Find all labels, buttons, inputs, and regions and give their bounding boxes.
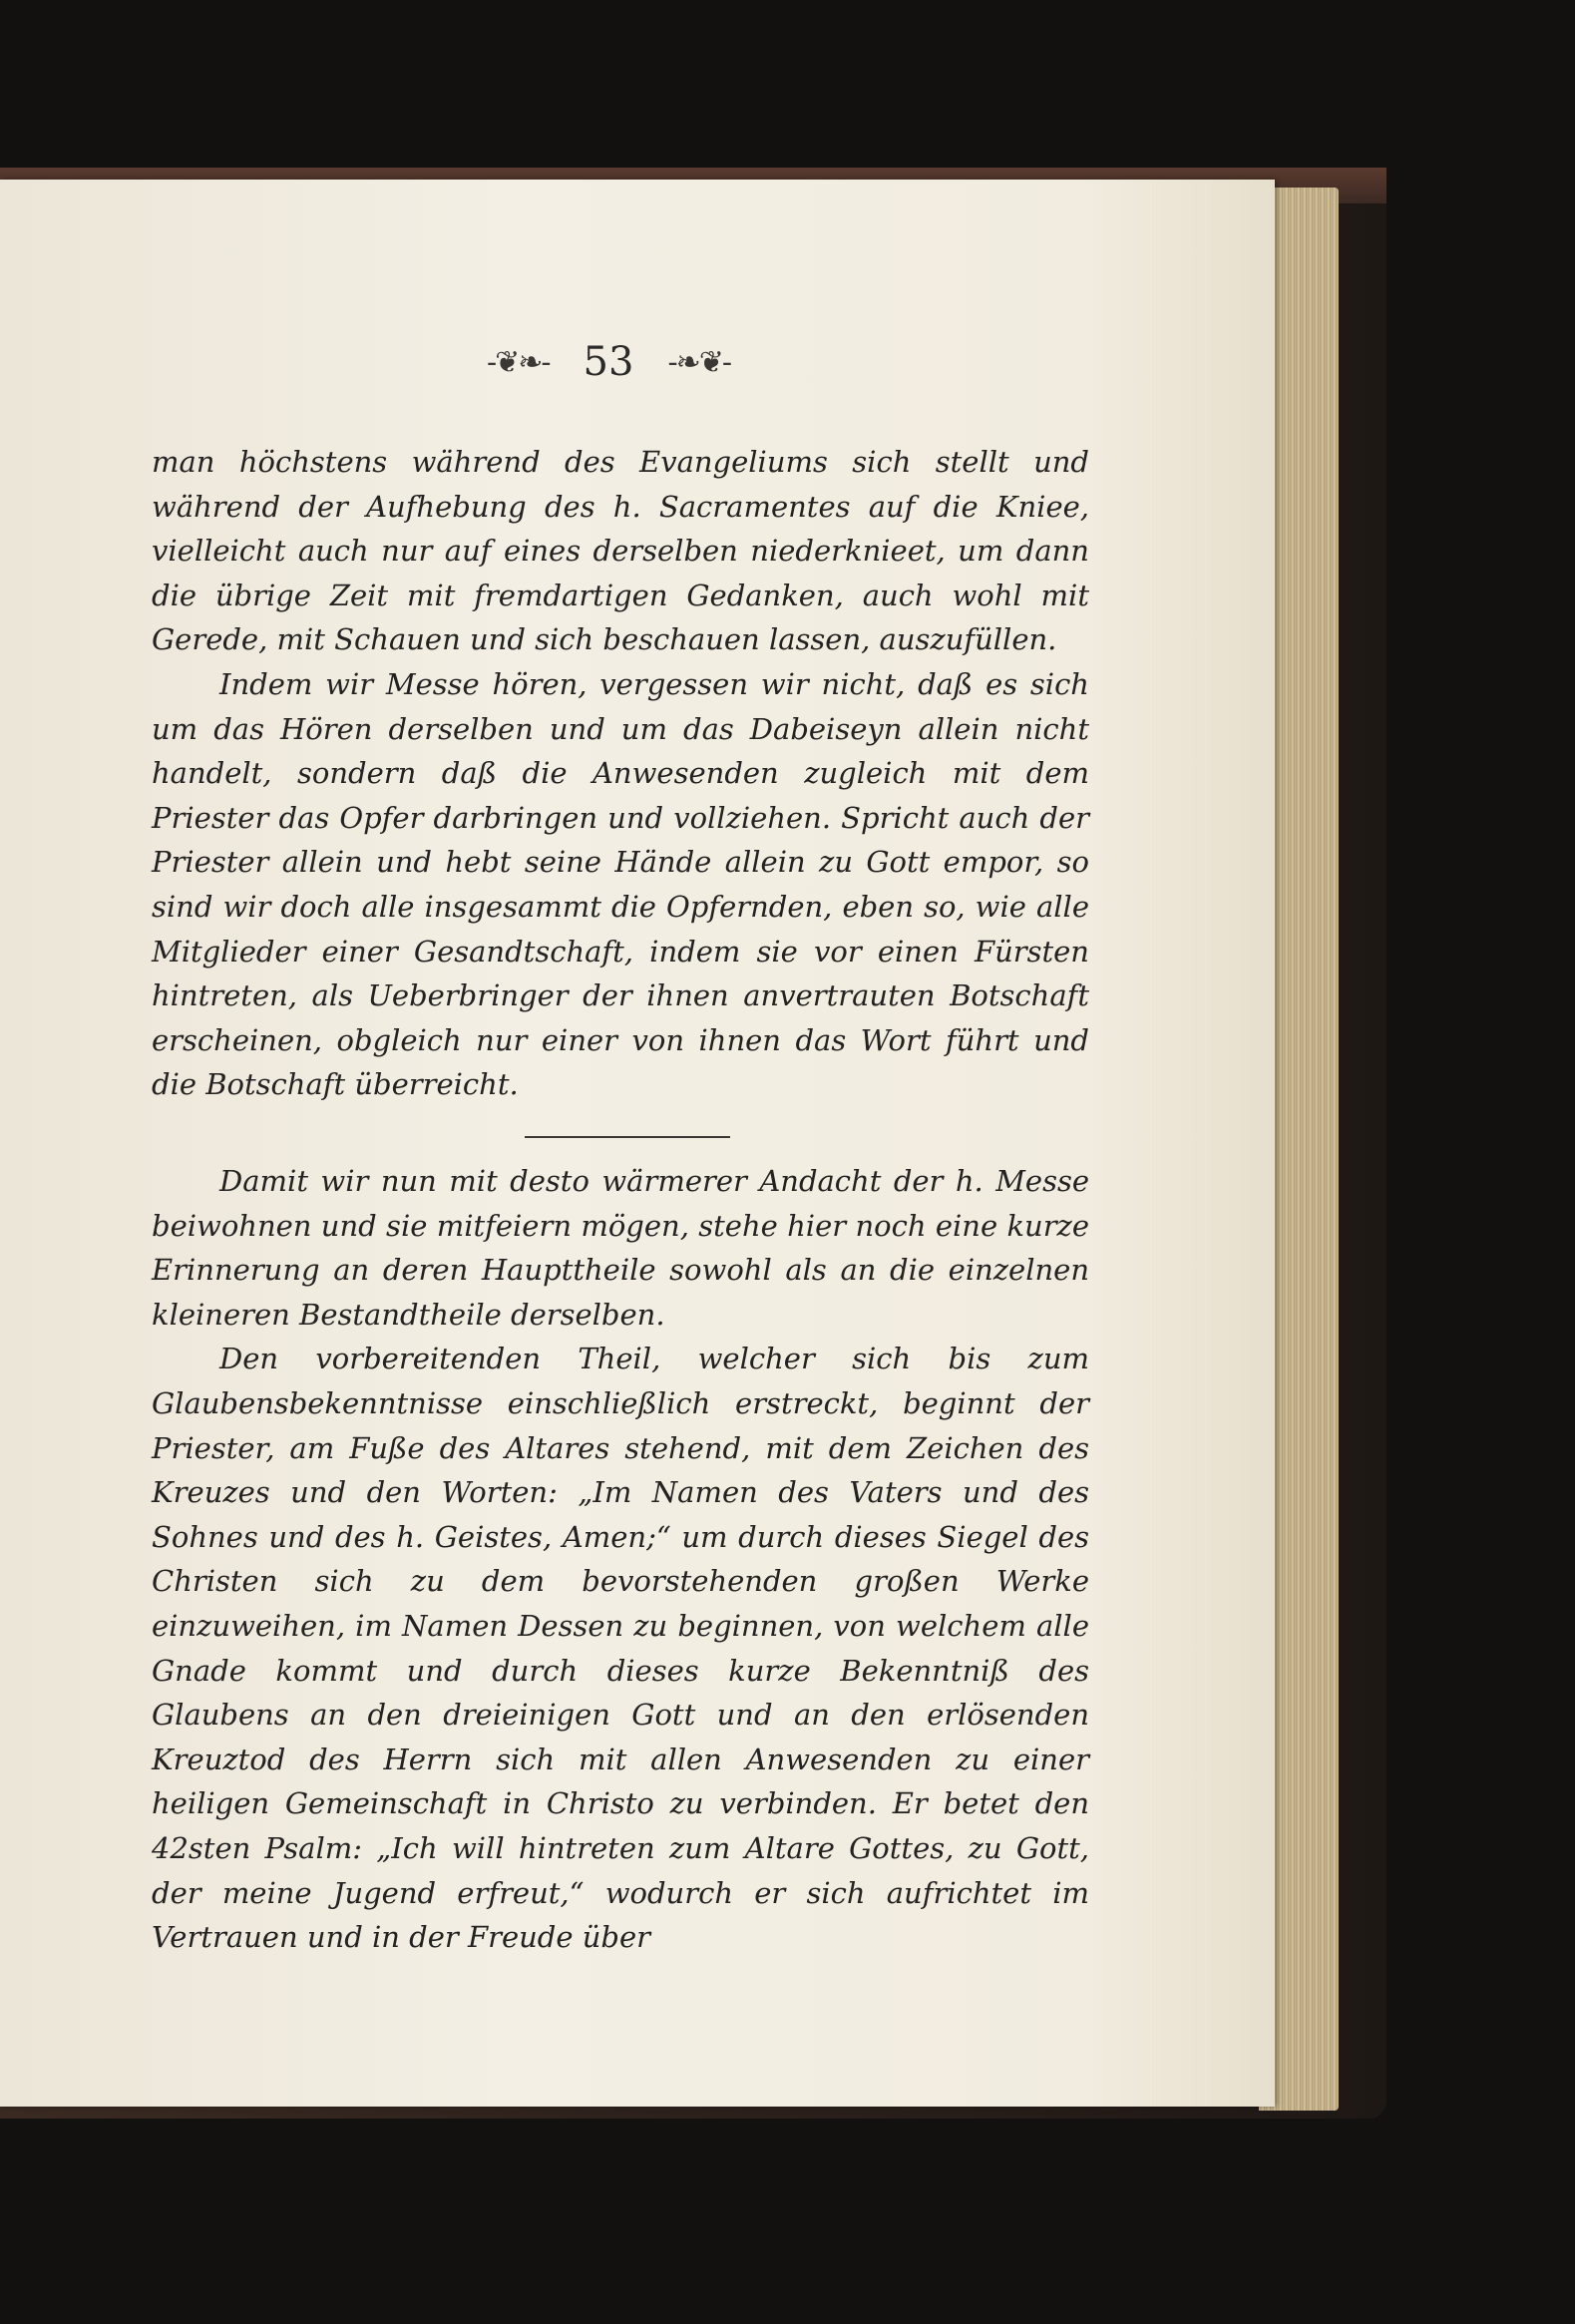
- ornament-right-icon: -❧❦-: [667, 344, 730, 380]
- text-block-top: [152, 440, 1089, 1107]
- text-block-bottom: [152, 1159, 1089, 1960]
- page-number: 53: [583, 339, 634, 385]
- ornament-left-icon: -❦❧-: [487, 344, 550, 380]
- paragraph: Den vorbereitenden Theil, welcher sich bis zum Glaubensbekenntnisse einschließlich erstreckt, beginnt der Priester, am Fuße des Altares stehend, mit dem Zeichen des Kreuzes und den Worten: „Im Namen des Vaters und des Sohnes und des h. Geistes, Amen;“ um durch dieses Siegel des Christen sich zu dem bevorstehenden großen Werke einzuweihen, im Namen Dessen zu beginnen, von welchem alle Gnade kommt und durch dieses kurze Bekenntniß des Glaubens an den dreieinigen Gott und an den erlösenden Kreuztod des Herrn sich mit allen Anwesenden zu einer heiligen Gemeinschaft in Christo zu verbinden. Er betet den 42sten Psalm: „Ich will hintreten zum Altare Gottes, zu Gott, der meine Jugend erfreut,“ wodurch er sich aufrichtet im Vertrauen und in der Freude über: [152, 1342, 1089, 1955]
- paragraph-continuation: man höchstens während des Evangeliums sich stellt und während der Aufhebung des h. Sacramentes auf die Kniee, vielleicht auch nur auf eines derselben niederknieet, um dann die übrige Zeit mit fremdartigen Gedanken, auch wohl mit Gerede, mit Schauen und sich beschauen lassen, auszufüllen.: [152, 445, 1089, 657]
- page-header: [0, 339, 1217, 385]
- section-divider: [525, 1136, 730, 1138]
- paragraph: Damit wir nun mit desto wärmerer Andacht der h. Messe beiwohnen und sie mitfeiern mögen, stehe hier noch eine kurze Erinnerung an deren Haupttheile sowohl als an die einzelnen kleineren Bestandtheile derselben.: [152, 1164, 1089, 1332]
- paragraph: Indem wir Messe hören, vergessen wir nicht, daß es sich um das Hören derselben und um das Dabeiseyn allein nicht handelt, sondern daß die Anwesenden zugleich mit dem Priester das Opfer darbringen und vollziehen. Spricht auch der Priester allein und hebt seine Hände allein zu Gott empor, so sind wir doch alle insgesammt die Opfernden, eben so, wie alle Mitglieder einer Gesandtschaft, indem sie vor einen Fürsten hintreten, als Ueberbringer der ihnen anvertrauten Botschaft erscheinen, obgleich nur einer von ihnen das Wort führt und die Botschaft überreicht.: [152, 666, 1089, 1102]
